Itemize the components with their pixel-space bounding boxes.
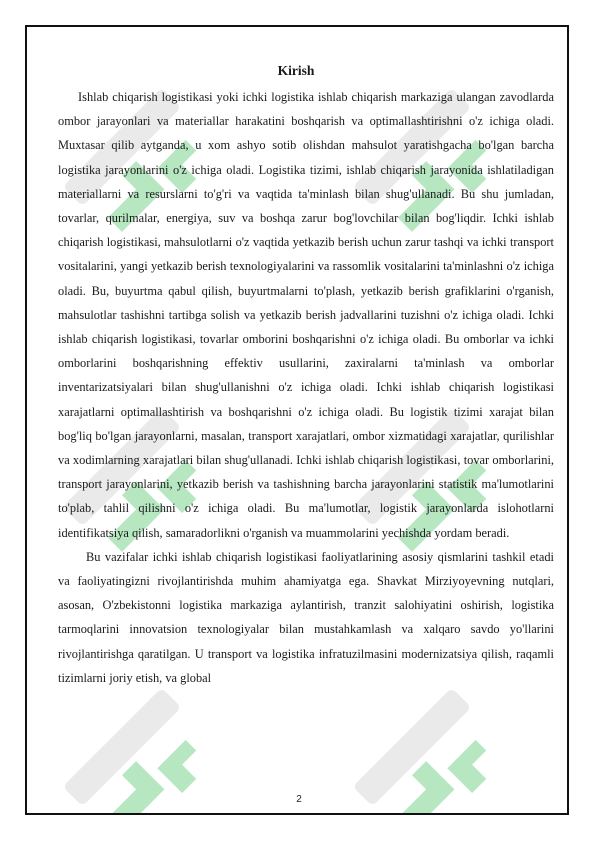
page-border	[25, 25, 569, 815]
document-body	[58, 61, 554, 690]
paragraph-2: Bu vazifalar ichki ishlab chiqarish logistikasi faoliyatlarining asosiy qismlarini tashkil etadi va faoliyatingizni rivojlantirishda muhim ahamiyatga ega. Shavkat Mirziyoyevning nutqlari, asosan, O'zbekistonni logistika markaziga aylantirish, tranzit salohiyatini oshirish, logistika tarmoqlarini innovatsion texnologiyalar bilan mustahkamlash va xalqaro savdo yo'llarini rivojlantirishga qaratilgan. U transport va logistika infratuzilmasini modernizatsiya qilish, raqamli tizimlarni joriy etish, va global	[58, 549, 554, 685]
paragraph-1: Ishlab chiqarish logistikasi yoki ichki logistika ishlab chiqarish markaziga ulangan zavodlarda ombor jarayonlari va materiallar harakatini boshqarish va optimallashtirishni o'z ichiga oladi. Muxtasar qilib aytganda, u xom ashyo sotib olishdan mahsulot yaratishgacha bo'lgan barcha logistika jarayonlarini o'z ichiga oladi. Logistika tizimi, ishlab chiqarish jarayonida ishlatiladigan materiallarni va resurslarni to'g'ri va vaqtida ta'minlash bilan shug'ullanadi. Bu shu jumladan, tovarlar, qurilmalar, energiya, suv va boshqa zarur bog'lovchilar bilan bog'liqdir. Ichki ishlab chiqarish logistikasi, mahsulotlarni o'z vaqtida yetkazib berish uchun zarur tashqi va ichki transport vositalarini, yangi yetkazib berish texnologiyalarini va rassomlik vositalarini ta'minlashni o'z ichiga oladi. Bu, buyurtma qabul qilish, buyurtmalarni to'plash, yetkazib berish grafiklarini o'rganish, mahsulotlar tashishni tartibga solish va yetkazib berish jadvallarini tuzishni o'z ichiga oladi. Ichki ishlab chiqarish logistikasi, tovarlar omborini boshqarishni o'z ichiga oladi. Bu omborlar va ichki omborlarini boshqarishning effektiv usullarini, zaxiralarni ta'minlash va omborlar inventarizatsiyalari bilan shug'ullanishni o'z ichiga oladi. Ichki ishlab chiqarish logistikasi xarajatlarni optimallashtirish va boshqarishni o'z ichiga oladi. Bu logistik tizimi xarajat bilan bog'liq bo'lgan jarayonlarni, masalan, transport xarajatlari, ombor xizmatidagi xarajatlar, qurilishlar va xodimlarning xarajatlari bilan shug'ullanadi. Ichki ishlab chiqarish logistikasi, tovar omborlarini, transport jarayonlarini, yetkazib berish va tashishning barcha jarayonlarini statistik ma'lumotlarini to'plab, tahlil qilishni o'z ichiga oladi. Bu ma'lumotlar, logistik jarayonlarda islohotlarni identifikatsiya qilish, samaradorlikni o'rganish va muammolarini yechishda yordam beradi.	[58, 90, 554, 540]
page-number: 2	[296, 794, 302, 805]
document-title: Kirish	[277, 63, 315, 78]
